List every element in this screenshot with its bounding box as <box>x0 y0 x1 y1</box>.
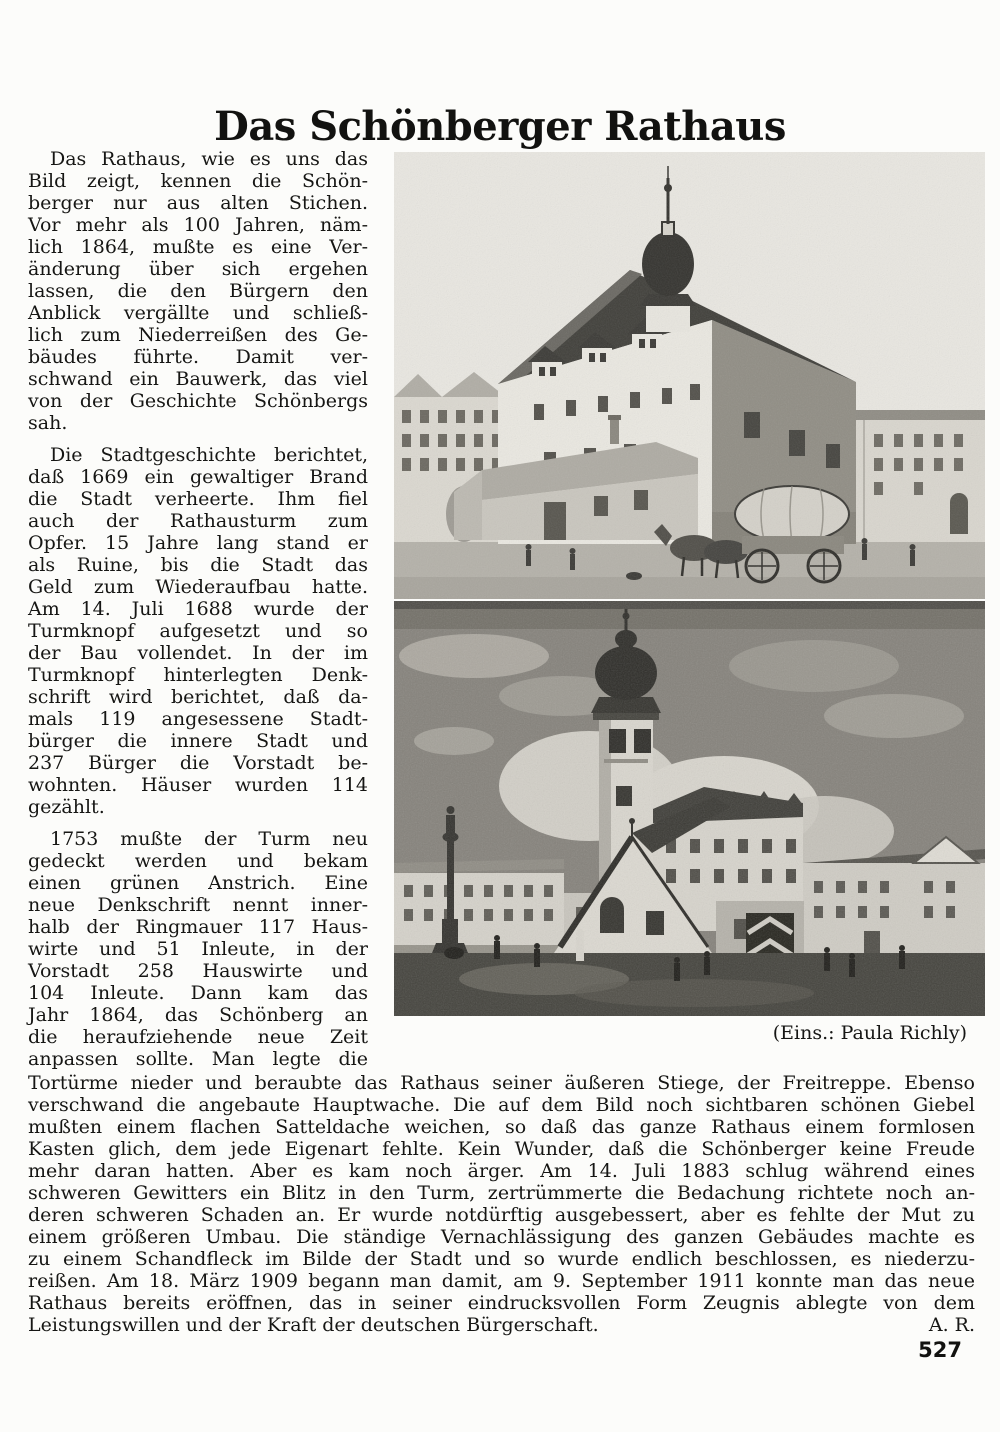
paragraph-2 <box>28 444 368 818</box>
text-line: die heraufziehende neue Zeit <box>28 1026 368 1048</box>
text-line: zu einem Schandfleck im Bilde der Stadt und so wurde endlich beschlossen, es niederzu- <box>28 1248 975 1270</box>
text-line: sah. <box>28 412 68 434</box>
text-line: daß 1669 ein gewaltiger Brand <box>28 466 368 488</box>
text-line: mals 119 angesessene Stadt- <box>28 708 368 730</box>
text-line: schweren Gewitters ein Blitz in den Turm, zertrümmerte die Bedachung richtete noch an- <box>28 1182 975 1204</box>
text-line: reißen. Am 18. März 1909 begann man damit, am 9. September 1911 konnte man das neue <box>28 1270 975 1292</box>
text-line: Am 14. Juli 1688 wurde der <box>28 598 368 620</box>
text-line: als Ruine, bis die Stadt das <box>28 554 368 576</box>
engraving-image <box>394 152 985 599</box>
image-column <box>394 152 985 1044</box>
text-line: Turmknopf hinterlegten Denk- <box>28 664 368 686</box>
text-line: gezählt. <box>28 796 105 818</box>
text-line: berger nur aus alten Stichen. <box>28 192 368 214</box>
text-line: bäudes führte. Damit ver- <box>28 346 368 368</box>
text-line: mußten einem flachen Satteldache weichen, so daß das ganze Rathaus einem formlosen <box>28 1116 975 1138</box>
engraving-old-town-hall <box>394 152 985 599</box>
text-line: Geld zum Wiederaufbau hatte. <box>28 576 368 598</box>
text-line: verschwand die angebaute Hauptwache. Die auf dem Bild noch sichtbaren schönen Giebel <box>28 1094 975 1116</box>
text-line: einem größeren Umbau. Die ständige Vernachlässigung des ganzen Gebäudes machte es <box>28 1226 975 1248</box>
page-number: 527 <box>918 1338 962 1362</box>
text-line: Kasten glich, dem jede Eigenart fehlte. Kein Wunder, daß die Schönberger keine Freude <box>28 1138 975 1160</box>
text-line: lich 1864, mußte es eine Ver- <box>28 236 368 258</box>
text-line: Turmknopf aufgesetzt und so <box>28 620 368 642</box>
text-line: auch der Rathausturm zum <box>28 510 368 532</box>
text-line: schrift wird berichtet, daß da- <box>28 686 368 708</box>
text-line: der Bau vollendet. In der im <box>28 642 368 664</box>
text-line: Anblick vergällte und schließ- <box>28 302 368 324</box>
paragraph-3 <box>28 828 368 1070</box>
painting-image <box>394 601 985 1016</box>
text-line: 104 Inleute. Dann kam das <box>28 982 368 1004</box>
article-title: Das Schönberger Rathaus <box>214 102 786 150</box>
author-initials: A. R. <box>928 1314 975 1336</box>
text-line: lassen, die den Bürgern den <box>28 280 368 302</box>
painting-old-town-hall-square <box>394 601 985 1016</box>
text-line: 237 Bürger die Vorstadt be- <box>28 752 368 774</box>
text-line: wohnten. Häuser wurden 114 <box>28 774 368 796</box>
text-line: von der Geschichte Schönbergs <box>28 390 368 412</box>
text-line: einen grünen Anstrich. Eine <box>28 872 368 894</box>
text-line: Vor mehr als 100 Jahren, näm- <box>28 214 368 236</box>
text-line: lich zum Niederreißen des Ge- <box>28 324 368 346</box>
text-line: Vorstadt 258 Hauswirte und <box>28 960 368 982</box>
article-bottom-text <box>28 1072 975 1336</box>
final-line <box>28 1314 975 1336</box>
text-line: halb der Ringmauer 117 Haus- <box>28 916 368 938</box>
paragraph-1 <box>28 148 368 434</box>
final-line-text: Leistungswillen und der Kraft der deutschen Bürgerschaft. <box>28 1314 599 1336</box>
text-line: Bild zeigt, kennen die Schön- <box>28 170 368 192</box>
text-line: Rathaus bereits eröffnen, das in seiner eindrucksvollen Form Zeugnis ablegte von dem <box>28 1292 975 1314</box>
text-line: die Stadt verheerte. Ihm fiel <box>28 488 368 510</box>
text-line: Jahr 1864, das Schönberg an <box>28 1004 368 1026</box>
article-left-column <box>28 148 368 1080</box>
text-line: Das Rathaus, wie es uns das <box>50 148 368 170</box>
image-credit: (Eins.: Paula Richly) <box>772 1022 967 1044</box>
text-line: anpassen sollte. Man legte die <box>28 1048 368 1070</box>
text-line: neue Denkschrift nennt inner- <box>28 894 368 916</box>
text-line: mehr daran hatten. Aber es kam noch ärger. Am 14. Juli 1883 schlug während eines <box>28 1160 975 1182</box>
text-line: änderung über sich ergehen <box>28 258 368 280</box>
bottom-lines <box>28 1072 975 1314</box>
text-line: deren schweren Schaden an. Er wurde notdürftig ausgebessert, aber es fehlte der Mut zu <box>28 1204 975 1226</box>
text-line: Die Stadtgeschichte berichtet, <box>50 444 368 466</box>
text-line: wirte und 51 Inleute, in der <box>28 938 368 960</box>
text-line: schwand ein Bauwerk, das viel <box>28 368 368 390</box>
text-line: 1753 mußte der Turm neu <box>50 828 368 850</box>
text-line: bürger die innere Stadt und <box>28 730 368 752</box>
text-line: gedeckt werden und bekam <box>28 850 368 872</box>
text-line: Opfer. 15 Jahre lang stand er <box>28 532 368 554</box>
text-line: Tortürme nieder und beraubte das Rathaus seiner äußeren Stiege, der Freitreppe. Ebenso <box>28 1072 975 1094</box>
